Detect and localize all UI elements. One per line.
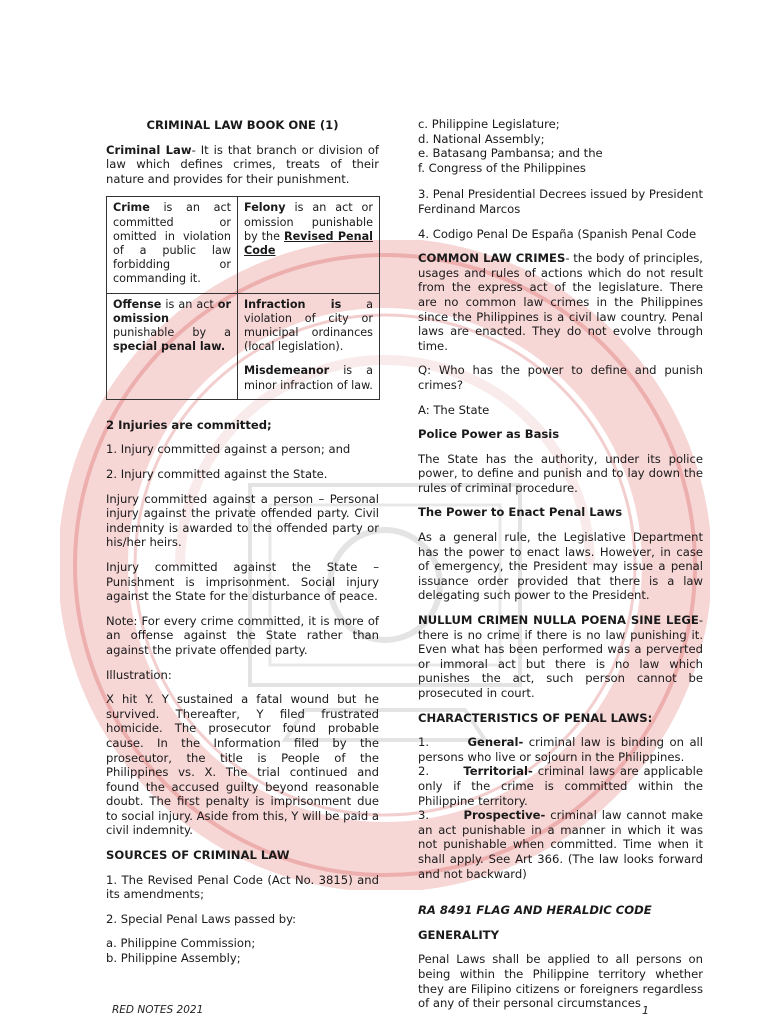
source-item-1: 1. The Revised Penal Code (Act No. 3815) and its amendments; (106, 872, 379, 902)
term-nullum-crimen: NULLUM CRIMEN NULLA POENA SINE LEGE (418, 613, 699, 628)
term-territorial: Territorial- (463, 764, 533, 779)
right-column (418, 117, 703, 1021)
term-general: General- (467, 735, 524, 750)
offense-text-1: is an act (161, 297, 218, 311)
injury-person-paragraph: Injury committed against a person – Personal injury against the private offended party. Civil indemnity is awarded to the offended party or his/her heirs. (106, 491, 379, 550)
infraction-definition (244, 298, 373, 355)
territorial-text: criminal laws are applicable only if the crime is committed within the Philippine territory. (418, 764, 703, 808)
term-offense: Offense (113, 297, 162, 311)
police-power-paragraph: The State has the authority, under its police power, to define and punish and to lay down the rules of criminal procedure. (418, 451, 703, 495)
injuries-heading: 2 Injuries are committed; (106, 417, 272, 432)
characteristics-heading: CHARACTERISTICS OF PENAL LAWS: (418, 710, 653, 725)
generality-paragraph: Penal Laws shall be applied to all persons on being within the Philippine territory whether they are Filipino citizens or foreigners regardless of any of their personal circumstances (418, 952, 703, 1011)
term-special-penal-law: special penal law. (113, 340, 226, 354)
injury-item-2: 2. Injury committed against the State. (106, 467, 328, 481)
enact-penal-laws-heading: The Power to Enact Penal Laws (418, 505, 623, 520)
document-title: CRIMINAL LAW BOOK ONE (1) (146, 118, 339, 132)
term-felony: Felony (244, 201, 286, 215)
characteristic-general (418, 735, 703, 764)
footer-label: RED NOTES 2021 (112, 1004, 204, 1016)
common-law-crimes-text: - the body of principles, usages and rules of actions which do not result from the express act of the legislature. There are no common law crimes in the Philippines since the Philippines is a civil law country. Penal laws are enacted. They do not evolve through time. (418, 251, 703, 353)
offense-text-2: punishable by a (113, 326, 231, 339)
term-criminal-law: Criminal Law (106, 142, 192, 157)
source-item-2e: e. Batasang Pambansa; and the (418, 146, 603, 161)
misdemeanor-definition (244, 364, 373, 392)
criminal-law-definition (106, 143, 379, 187)
sources-heading: SOURCES OF CRIMINAL LAW (106, 848, 290, 863)
felony-text: is an act or omission punishable by the (244, 201, 373, 243)
left-column (106, 118, 379, 966)
term-infraction: Infraction is (244, 297, 342, 311)
prospective-text: criminal law cannot make an act punishable in a manner in which it was not punishable when committed. Time when it shall apply. See Art 366. (The law looks forward and not backward) (418, 808, 703, 881)
source-item-2b: b. Philippine Assembly; (106, 951, 241, 966)
felony-cell (238, 197, 380, 293)
crime-text: is an act committed or omitted in violation of a public law forbidding or commanding it. (113, 201, 231, 286)
answer-line: A: The State (418, 402, 490, 417)
char-number-2: 2. (418, 764, 430, 779)
generality-heading: GENERALITY (418, 927, 499, 942)
nullum-crimen-text: - there is no crime if there is no law punishing it. Even what has been performed was a perverted or immoral act but there is no law which punishes the act, such person cannot be prosecuted in court. (418, 613, 703, 700)
source-item-4: 4. Codigo Penal De España (Spanish Penal Code (418, 226, 697, 241)
police-power-heading: Police Power as Basis (418, 427, 560, 442)
source-item-2a: a. Philippine Commission; (106, 936, 256, 951)
offense-cell (107, 293, 238, 399)
source-item-2c: c. Philippine Legislature; (418, 117, 560, 131)
crime-cell (107, 197, 238, 293)
question-line: Q: Who has the power to define and punish crimes? (418, 363, 703, 392)
ra-8491-heading: RA 8491 FLAG AND HERALDIC CODE (418, 903, 652, 918)
infraction-text: a violation of city or municipal ordinances (local legislation). (244, 297, 373, 354)
source-item-2d: d. National Assembly; (418, 131, 545, 146)
misdemeanor-text: is a minor infraction of law. (244, 364, 373, 392)
characteristics-list (418, 735, 703, 881)
infraction-cell (238, 293, 380, 399)
definitions-table (106, 196, 380, 399)
note-paragraph: Note: For every crime committed, it is more of an offense against the State rather than against the private offended party. (106, 613, 379, 657)
source-item-2: 2. Special Penal Laws passed by: (106, 911, 297, 926)
common-law-crimes-paragraph (418, 251, 703, 353)
source-item-2f: f. Congress of the Philippines (418, 160, 586, 175)
illustration-label: Illustration: (106, 667, 172, 682)
injury-item-1: 1. Injury committed against a person; and (106, 442, 351, 457)
source-item-3: 3. Penal Presidential Decrees issued by President Ferdinand Marcos (418, 187, 703, 216)
term-common-law-crimes: COMMON LAW CRIMES (418, 251, 566, 266)
characteristic-territorial (418, 764, 703, 808)
page-number: 1 (642, 1004, 649, 1017)
revised-penal-code-text: Revised Penal Code (244, 229, 373, 257)
term-prospective: Prospective- (463, 808, 546, 823)
illustration-paragraph: X hit Y. Y sustained a fatal wound but he survived. Thereafter, Y filed frustrated homicide. The prosecutor found probable cause. In the Information filed by the prosecutor, the title is People of the Philippines vs. X. The trial continued and found the accused guilty beyond reasonable doubt. The first penalty is imprisonment due to social injury. Aside from this, Y will be paid a civil indemnity. (106, 692, 379, 838)
term-crime: Crime (113, 201, 150, 215)
nullum-crimen-paragraph (418, 613, 703, 701)
injury-state-paragraph: Injury committed against the State – Punishment is imprisonment. Social injury against the State for the disturbance of peace. (106, 559, 379, 604)
char-number-3: 3. (418, 808, 430, 823)
enact-penal-laws-paragraph: As a general rule, the Legislative Department has the power to enact laws. However, in case of emergency, the President may issue a penal issuance order provided that there is a law delegating such power to the President. (418, 530, 703, 603)
criminal-law-text: - It is that branch or division of law which defines crimes, treats of their nature and provides for their punishment. (106, 142, 380, 186)
term-or-omission: or omission (113, 297, 231, 325)
general-text: criminal law is binding on all persons who live or sojourn in the Philippines. (418, 735, 703, 764)
char-number-1: 1. (418, 735, 430, 750)
term-misdemeanor: Misdemeanor (244, 364, 330, 378)
characteristic-prospective (418, 808, 703, 881)
